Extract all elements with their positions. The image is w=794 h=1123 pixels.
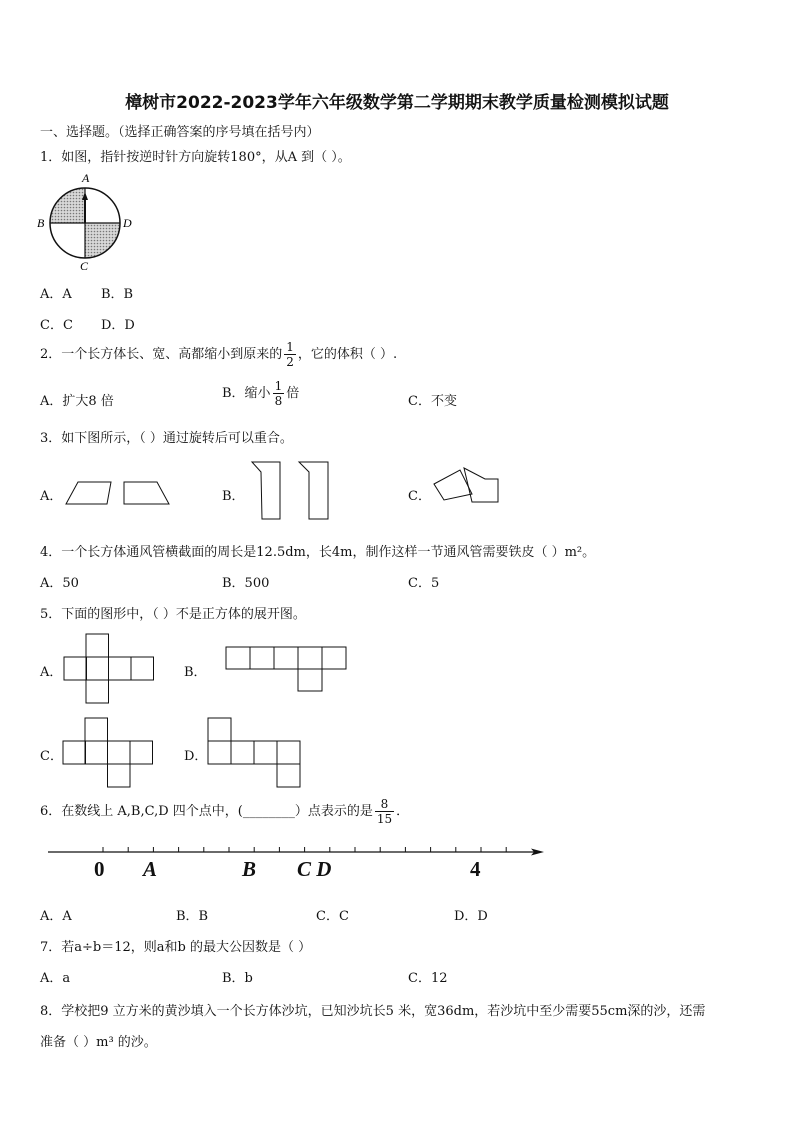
q2-option-c[interactable]: C．不变 (408, 394, 457, 409)
q2-option-b-before: B．缩小 (222, 386, 271, 401)
q6-label-a: A (143, 857, 158, 881)
q2-option-b-after: 倍 (286, 386, 300, 401)
q3-option-a[interactable]: A． (40, 489, 63, 504)
q4-option-b[interactable]: B．500 (222, 576, 270, 591)
q2-text-before: 2．一个长方体长、宽、高都缩小到原来的 (40, 347, 283, 362)
q5-option-b-net (225, 646, 347, 694)
q5-option-b[interactable]: B． (184, 665, 207, 680)
q2-option-b-fraction (273, 379, 285, 408)
q6-frac-den: 15 (376, 812, 393, 826)
q6-option-c[interactable]: C．C (316, 909, 349, 924)
q1-option-b[interactable]: B．B (101, 287, 134, 302)
q1-label-c: C (80, 259, 89, 273)
section-heading: 一、选择题。（选择正确答案的序号填在括号内） (40, 125, 320, 140)
q6-frac-num: 8 (375, 797, 394, 812)
q3-option-c-shapes (428, 462, 508, 512)
question-6-text (40, 797, 409, 826)
q1-option-a[interactable]: A．A (40, 287, 72, 302)
q1-clock-diagram (36, 170, 136, 273)
q5-option-c[interactable]: C． (40, 749, 63, 764)
q2-option-b[interactable] (222, 379, 299, 408)
q7-option-c[interactable]: C．12 (408, 971, 448, 986)
q3-option-a-shapes (60, 475, 175, 510)
q6-label-b: B (242, 857, 257, 881)
q2-option-a[interactable]: A．扩大8 倍 (40, 394, 114, 409)
q1-option-c[interactable]: C．C (40, 318, 73, 333)
q3-option-b[interactable]: B． (222, 489, 245, 504)
q2-fraction (284, 340, 296, 369)
page-title: 樟树市2022-2023学年六年级数学第二学期期末教学质量检测模拟试题 (125, 93, 669, 113)
q4-option-c[interactable]: C．5 (408, 576, 440, 591)
q1-label-b: B (37, 216, 45, 230)
question-1-text: 1．如图，指针按逆时针方向旋转180°，从A 到（ ）。 (40, 150, 351, 165)
q6-option-d[interactable]: D．D (454, 909, 488, 924)
question-5-text: 5．下面的图形中，（ ）不是正方体的展开图。 (40, 607, 306, 622)
q4-option-a[interactable]: A．50 (40, 576, 79, 591)
q6-label-four: 4 (470, 857, 481, 881)
q1-option-d[interactable]: D．D (101, 318, 135, 333)
q2-option-b-den: 8 (274, 394, 283, 408)
q3-option-c[interactable]: C． (408, 489, 431, 504)
q6-label-cd: C D (297, 857, 332, 881)
q6-label-zero: 0 (94, 857, 105, 881)
q1-label-d: D (123, 216, 132, 230)
q5-option-c-net (62, 717, 157, 789)
q6-option-b[interactable]: B．B (176, 909, 209, 924)
q2-option-b-num: 1 (274, 379, 283, 393)
question-2-text (40, 340, 397, 369)
question-4-text: 4．一个长方体通风管横截面的周长是12.5dm，长4m，制作这样一节通风管需要铁皮（ ）m²。 (40, 545, 596, 560)
question-7-text: 7．若a÷b＝12，则a和b 的最大公因数是（ ） (40, 940, 312, 955)
q1-label-a: A (82, 171, 90, 185)
q2-text-after: ，它的体积（ ）. (297, 347, 398, 362)
q6-option-a[interactable]: A．A (40, 909, 72, 924)
q6-text-before: 6．在数线上 A,B,C,D 四个点中，(________）点表示的是 (40, 804, 373, 819)
q5-option-a[interactable]: A． (40, 665, 63, 680)
q7-option-a[interactable]: A．a (40, 971, 71, 986)
q2-frac-num: 1 (286, 340, 294, 354)
q5-option-d-net (207, 717, 302, 789)
q6-text-after: ． (396, 804, 410, 819)
q7-option-b[interactable]: B．b (222, 971, 253, 986)
q2-frac-den: 2 (286, 355, 294, 369)
q3-option-b-shapes (246, 458, 336, 523)
q6-fraction (375, 797, 394, 826)
q5-option-d[interactable]: D． (184, 749, 208, 764)
question-8-line-2: 准备（ ）m³ 的沙。 (40, 1035, 157, 1050)
question-3-text: 3．如下图所示，（ ）通过旋转后可以重合。 (40, 431, 293, 446)
question-8-line-1: 8．学校把9 立方米的黄沙填入一个长方体沙坑，已知沙坑长5 米，宽36dm，若沙坑中至少需要55cm深的沙，还需 (40, 1004, 706, 1019)
q5-option-a-net (63, 633, 158, 705)
